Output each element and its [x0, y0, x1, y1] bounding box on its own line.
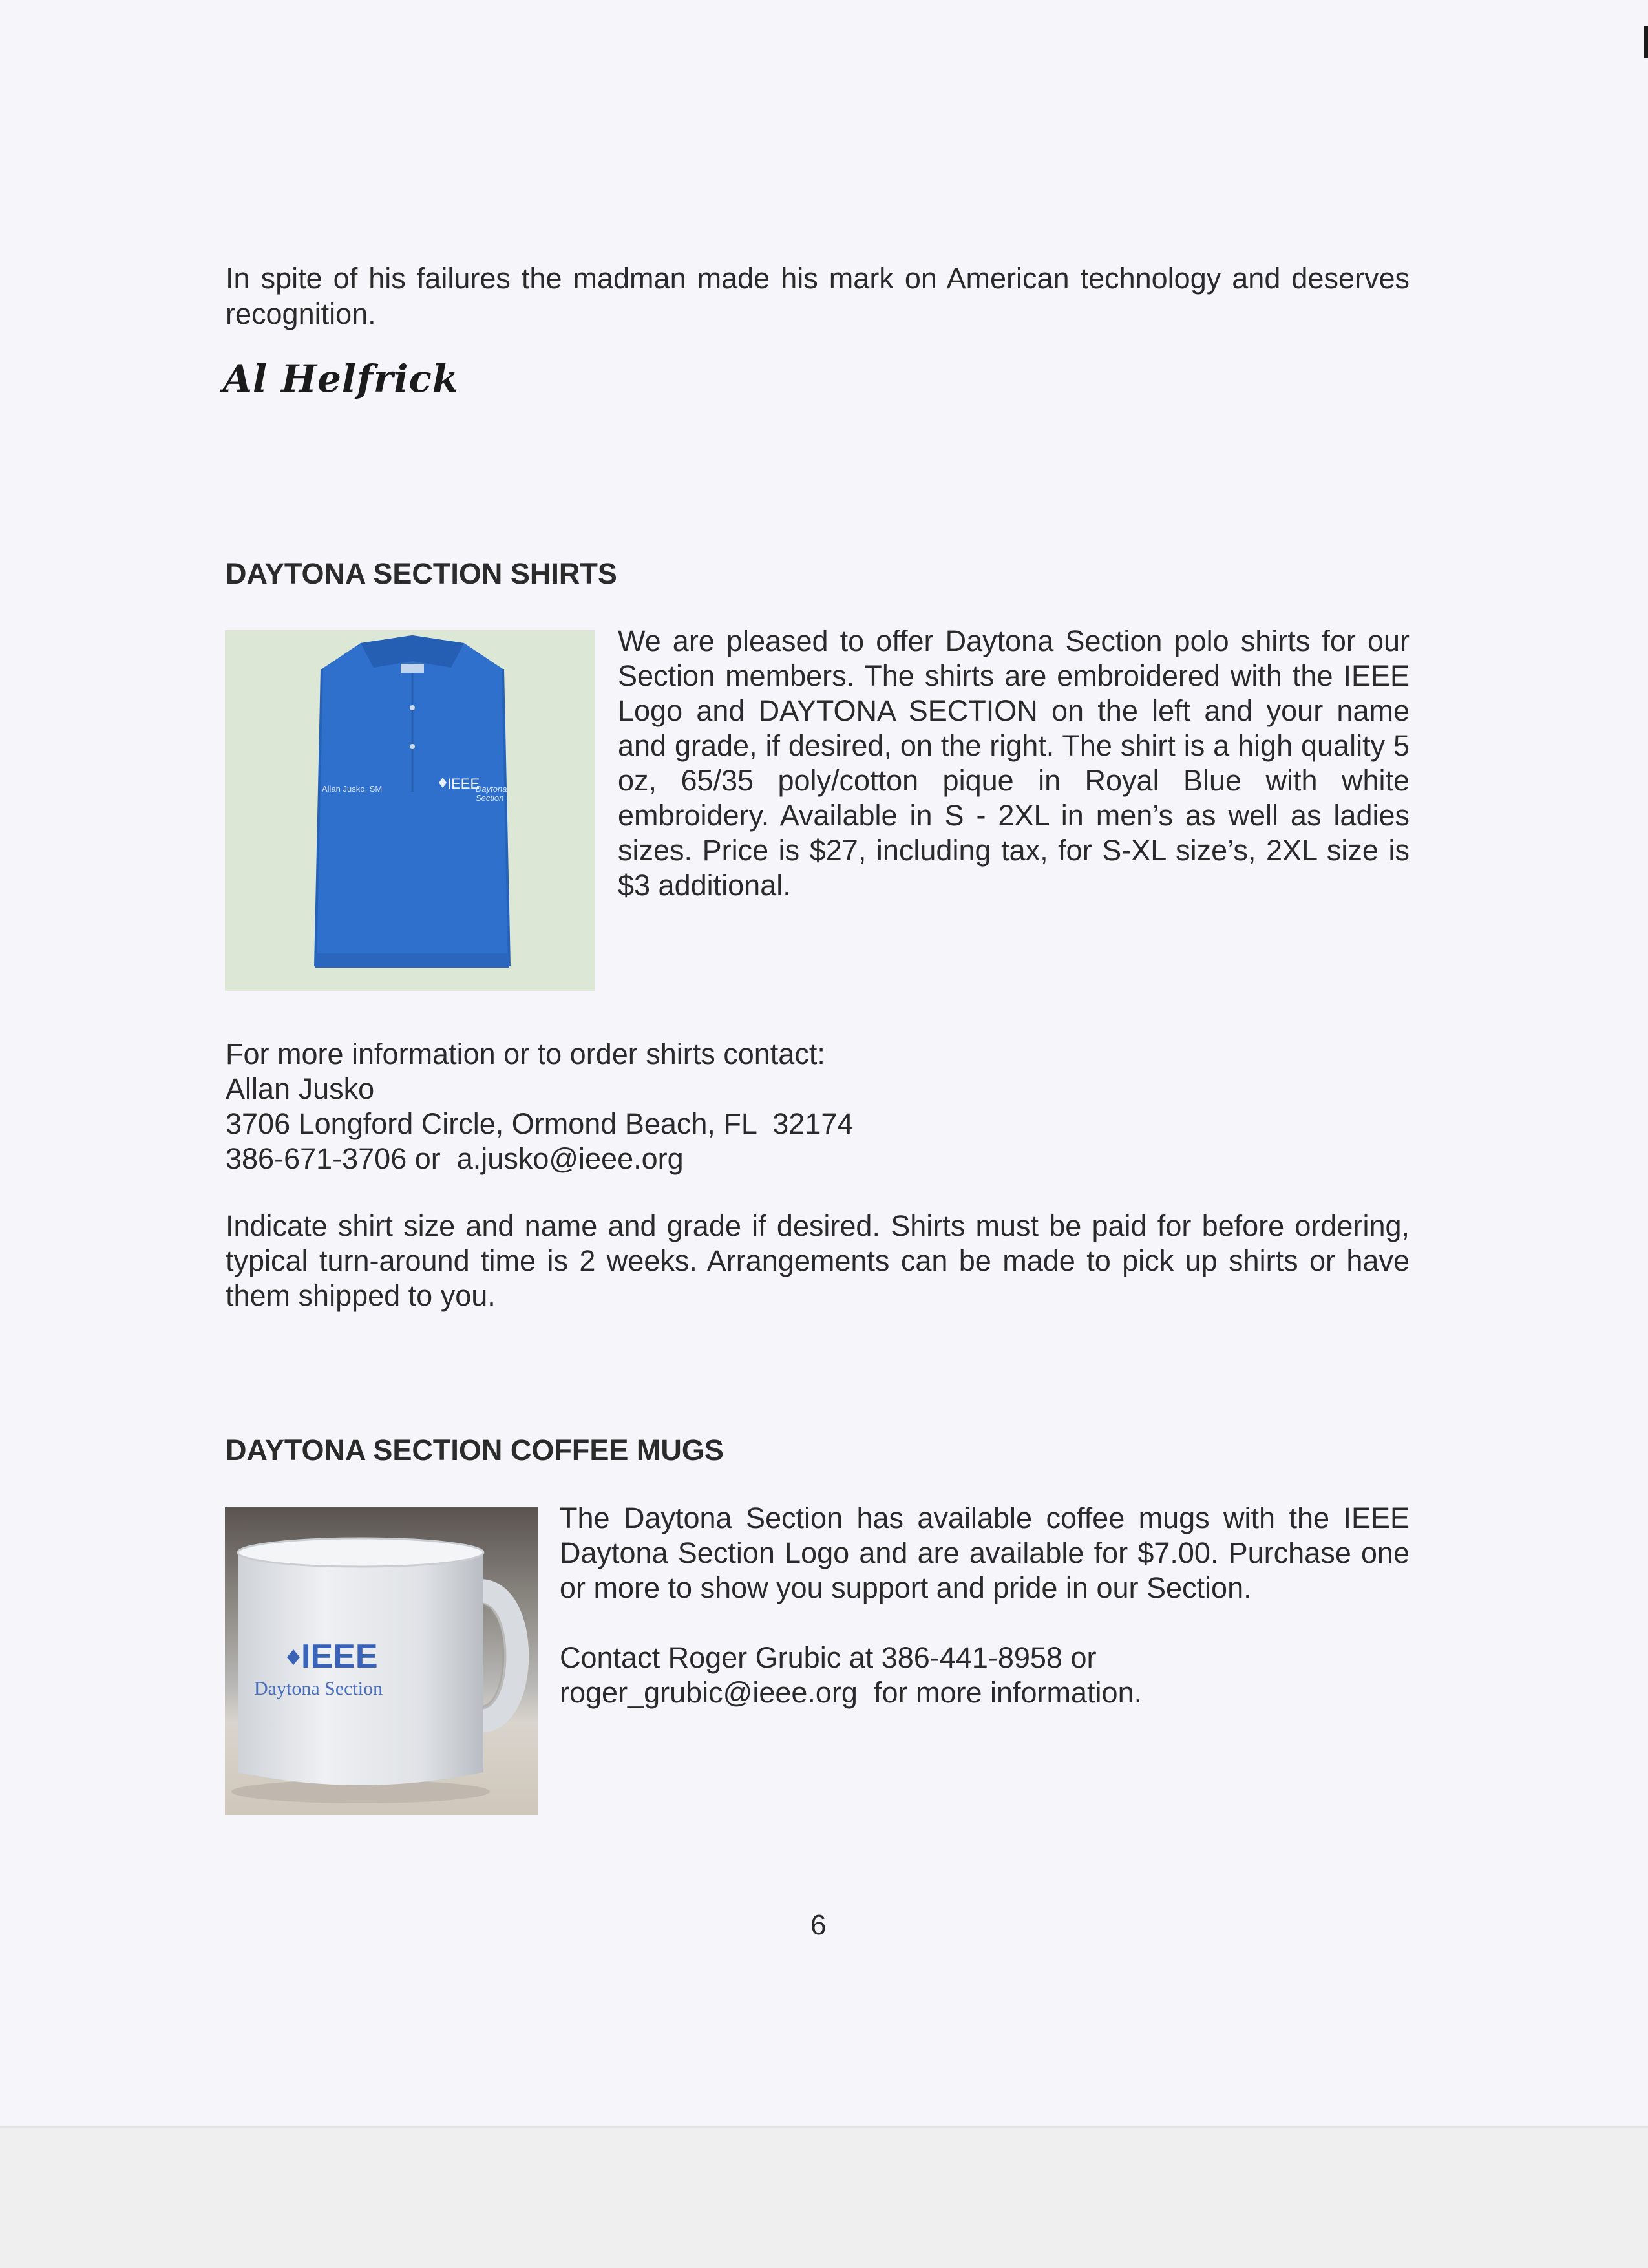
svg-text:Daytona: Daytona	[476, 784, 507, 794]
shirts-description: We are pleased to offer Daytona Section polo shirts for our Section members. The shirts are embroidered with the IEEE Logo and DAYTONA SECTION on the left and your name and grade, if desired, on the right. The shirt is a high quality 5 oz, 65/35 poly/cotton pique in Royal Blue with white embroidery. Available in S - 2XL in men’s as well as ladies sizes. Price is $27, including tax, for S-XL size’s, 2XL size is $3 additional.	[618, 624, 1410, 902]
contact-phone-email: 386-671-3706 or a.jusko@ieee.org	[226, 1142, 684, 1175]
mugs-contact	[560, 1640, 1410, 1710]
contact-address: 3706 Longford Circle, Ormond Beach, FL 32174	[226, 1107, 854, 1140]
mugs-text	[560, 1501, 1410, 1710]
shirt-photo	[225, 630, 595, 991]
mug-photo	[225, 1507, 538, 1815]
closing-paragraph: In spite of his failures the madman made his mark on American technology and deserves recognition.	[226, 262, 1410, 330]
mugs-description: The Daytona Section has available coffee mugs with the IEEE Daytona Section Logo and are available for $7.00. Purchase one or more to show you support and pride in our Section.	[560, 1501, 1410, 1604]
shirts-contact	[226, 1037, 853, 1176]
order-note: Indicate shirt size and name and grade if desired. Shirts must be paid for before ordering, typical turn-around time is 2 weeks. Arrangements can be made to pick up shirts or have them shipped to you.	[226, 1209, 1410, 1312]
svg-text:Section: Section	[476, 793, 504, 803]
svg-text:Allan Jusko, SM: Allan Jusko, SM	[322, 784, 383, 794]
polo-shirt-illustration	[225, 630, 595, 991]
shirts-heading: DAYTONA SECTION SHIRTS	[226, 557, 617, 590]
contact-name: Allan Jusko	[226, 1072, 375, 1105]
mugs-contact-line-2: roger_grubic@ieee.org for more information.	[560, 1676, 1143, 1709]
page-corner-mark	[1644, 26, 1648, 58]
page-number: 6	[810, 1909, 827, 1941]
mugs-heading: DAYTONA SECTION COFFEE MUGS	[226, 1434, 724, 1467]
scanner-bed-margin	[0, 2126, 1648, 2268]
mug-logo-subtext: Daytona Section	[254, 1678, 383, 1699]
mugs-contact-line-1: Contact Roger Grubic at 386-441-8958 or	[560, 1641, 1097, 1674]
mug-logo-text: IEEE	[301, 1638, 378, 1675]
signature: Al Helfrick	[223, 357, 460, 401]
contact-intro: For more information or to order shirts contact:	[226, 1037, 825, 1070]
coffee-mug-illustration	[225, 1507, 538, 1815]
shirt-logo-text: IEEE	[447, 776, 480, 792]
